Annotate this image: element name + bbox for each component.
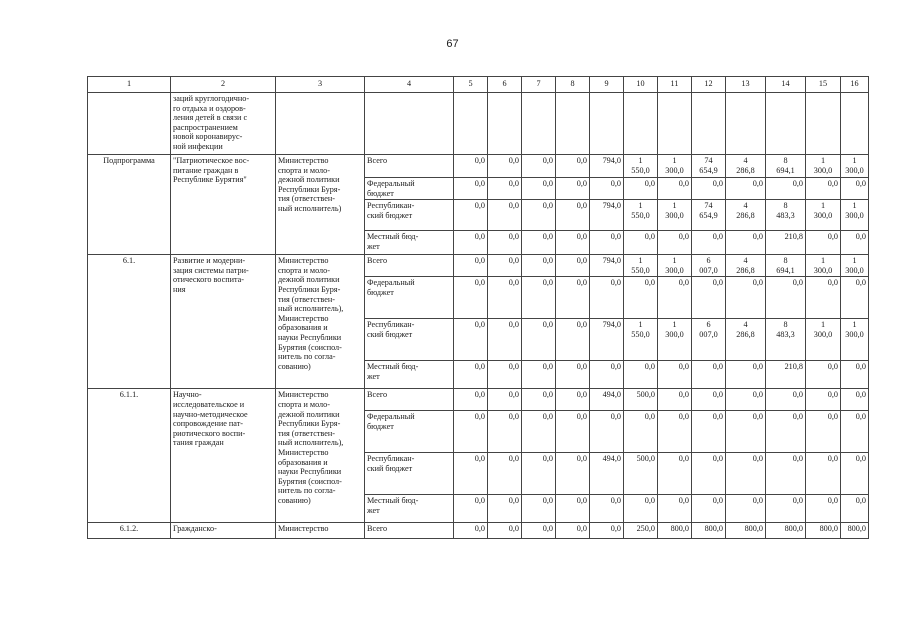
amount-cell: 0,0 <box>726 361 766 389</box>
row-code-cell: 6.1.1. <box>88 389 171 523</box>
amount-cell: 0,0 <box>658 453 692 495</box>
amount-cell: 0,0 <box>726 277 766 319</box>
amount-cell: 0,0 <box>590 178 624 200</box>
amount-cell: 0,0 <box>766 453 806 495</box>
executor-cell: Министерство спорта и моло- дежной политики Республики Буря- тия (ответствен- ный исполнитель), Министерство образования и науки Республики Бурятия (соиспол- нитель по согла- сованию) <box>276 255 365 389</box>
amount-cell: 0,0 <box>766 277 806 319</box>
executor-cell: Министерство спорта и моло- дежной политики Республики Буря- тия (ответствен- ный исполнитель), Министерство образования и науки Республики Бурятия (соиспол- нитель по согла- сованию) <box>276 389 365 523</box>
amount-cell: 0,0 <box>806 453 841 495</box>
amount-cell: 1 300,0 <box>806 200 841 231</box>
column-header-4: 4 <box>365 77 454 93</box>
funding-source-cell: Республикан- ский бюджет <box>365 319 454 361</box>
amount-cell: 0,0 <box>522 178 556 200</box>
amount-cell: 1 550,0 <box>624 200 658 231</box>
amount-cell: 4 286,8 <box>726 255 766 277</box>
amount-cell: 0,0 <box>692 411 726 453</box>
amount-cell: 0,0 <box>556 361 590 389</box>
amount-cell: 500,0 <box>624 453 658 495</box>
amount-cell: 0,0 <box>766 411 806 453</box>
funding-source-cell: Всего <box>365 255 454 277</box>
funding-source-cell: Местный бюд- жет <box>365 361 454 389</box>
executor-cell: Министерство <box>276 523 365 539</box>
amount-cell: 1 300,0 <box>841 200 869 231</box>
amount-cell: 0,0 <box>692 231 726 255</box>
amount-cell: 0,0 <box>806 361 841 389</box>
program-name-cell: Развитие и модерни- зация системы патри- отического воспита- ния <box>171 255 276 389</box>
funding-source-cell: Федеральный бюджет <box>365 277 454 319</box>
amount-cell: 0,0 <box>766 178 806 200</box>
amount-cell: 0,0 <box>522 277 556 319</box>
cont-name-cell: заций круглогодично- го отдыха и оздоров- ления детей в связи с распространением новой коронавирус- ной инфекции <box>171 93 276 155</box>
continuation-row <box>88 93 869 155</box>
amount-cell: 0,0 <box>556 277 590 319</box>
amount-cell: 0,0 <box>556 231 590 255</box>
amount-cell: 1 550,0 <box>624 155 658 178</box>
amount-cell: 8 694,1 <box>766 255 806 277</box>
amount-cell: 0,0 <box>556 178 590 200</box>
amount-cell: 0,0 <box>692 277 726 319</box>
amount-cell: 1 300,0 <box>658 255 692 277</box>
amount-cell: 0,0 <box>624 178 658 200</box>
amount-cell: 0,0 <box>556 155 590 178</box>
row-code-cell: 6.1. <box>88 255 171 389</box>
amount-cell: 0,0 <box>841 495 869 523</box>
amount-cell: 0,0 <box>522 231 556 255</box>
amount-cell: 1 550,0 <box>624 255 658 277</box>
amount-cell: 0,0 <box>454 523 488 539</box>
budget-row <box>88 389 869 411</box>
amount-cell: 1 300,0 <box>658 200 692 231</box>
budget-row <box>88 523 869 539</box>
funding-source-cell: Республикан- ский бюджет <box>365 453 454 495</box>
amount-cell: 4 286,8 <box>726 200 766 231</box>
column-header-8: 8 <box>556 77 590 93</box>
amount-cell: 210,8 <box>766 231 806 255</box>
amount-cell: 0,0 <box>692 389 726 411</box>
column-header-12: 12 <box>692 77 726 93</box>
amount-cell: 0,0 <box>488 178 522 200</box>
column-header-7: 7 <box>522 77 556 93</box>
amount-cell: 0,0 <box>726 178 766 200</box>
amount-cell: 0,0 <box>556 495 590 523</box>
budget-table <box>87 76 869 539</box>
amount-cell: 74 654,9 <box>692 155 726 178</box>
column-header-13: 13 <box>726 77 766 93</box>
amount-cell: 0,0 <box>488 411 522 453</box>
amount-cell: 1 300,0 <box>841 319 869 361</box>
amount-cell: 0,0 <box>488 277 522 319</box>
amount-cell: 0,0 <box>488 255 522 277</box>
funding-source-cell: Всего <box>365 523 454 539</box>
amount-cell: 494,0 <box>590 453 624 495</box>
header-row <box>88 77 869 93</box>
amount-cell: 6 007,0 <box>692 255 726 277</box>
amount-cell: 0,0 <box>841 277 869 319</box>
amount-cell: 0,0 <box>806 231 841 255</box>
amount-cell: 1 300,0 <box>658 319 692 361</box>
amount-cell: 0,0 <box>488 231 522 255</box>
amount-cell: 0,0 <box>522 200 556 231</box>
amount-cell: 794,0 <box>590 319 624 361</box>
amount-cell: 0,0 <box>658 495 692 523</box>
amount-cell: 0,0 <box>624 231 658 255</box>
amount-cell: 0,0 <box>488 200 522 231</box>
amount-cell: 0,0 <box>454 178 488 200</box>
amount-cell: 0,0 <box>726 231 766 255</box>
amount-cell: 210,8 <box>766 361 806 389</box>
amount-cell: 0,0 <box>624 361 658 389</box>
amount-cell: 0,0 <box>590 411 624 453</box>
funding-source-cell: Федеральный бюджет <box>365 178 454 200</box>
amount-cell: 0,0 <box>522 523 556 539</box>
amount-cell: 0,0 <box>488 453 522 495</box>
amount-cell: 8 694,1 <box>766 155 806 178</box>
amount-cell: 800,0 <box>658 523 692 539</box>
row-code-cell: Подпрограмма <box>88 155 171 255</box>
amount-cell: 494,0 <box>590 389 624 411</box>
amount-cell: 0,0 <box>522 361 556 389</box>
amount-cell: 0,0 <box>522 255 556 277</box>
amount-cell: 0,0 <box>454 361 488 389</box>
amount-cell: 0,0 <box>556 411 590 453</box>
amount-cell: 1 300,0 <box>806 255 841 277</box>
amount-cell: 4 286,8 <box>726 155 766 178</box>
amount-cell: 0,0 <box>590 495 624 523</box>
amount-cell: 0,0 <box>806 411 841 453</box>
amount-cell: 794,0 <box>590 155 624 178</box>
amount-cell: 500,0 <box>624 389 658 411</box>
amount-cell: 794,0 <box>590 255 624 277</box>
amount-cell: 1 550,0 <box>624 319 658 361</box>
amount-cell: 0,0 <box>766 389 806 411</box>
budget-row <box>88 155 869 178</box>
amount-cell: 0,0 <box>488 495 522 523</box>
amount-cell: 0,0 <box>658 389 692 411</box>
amount-cell: 0,0 <box>454 231 488 255</box>
amount-cell: 0,0 <box>454 319 488 361</box>
amount-cell: 0,0 <box>556 523 590 539</box>
amount-cell: 0,0 <box>522 389 556 411</box>
column-header-5: 5 <box>454 77 488 93</box>
amount-cell: 0,0 <box>841 453 869 495</box>
amount-cell: 0,0 <box>590 361 624 389</box>
amount-cell: 0,0 <box>766 495 806 523</box>
amount-cell: 0,0 <box>590 231 624 255</box>
amount-cell: 0,0 <box>624 411 658 453</box>
column-header-14: 14 <box>766 77 806 93</box>
amount-cell: 0,0 <box>841 178 869 200</box>
amount-cell: 1 300,0 <box>841 155 869 178</box>
amount-cell: 0,0 <box>556 389 590 411</box>
amount-cell: 0,0 <box>522 495 556 523</box>
funding-source-cell: Местный бюд- жет <box>365 231 454 255</box>
amount-cell: 0,0 <box>726 389 766 411</box>
amount-cell: 0,0 <box>522 411 556 453</box>
amount-cell: 0,0 <box>692 178 726 200</box>
amount-cell: 0,0 <box>556 200 590 231</box>
amount-cell: 0,0 <box>806 389 841 411</box>
amount-cell: 0,0 <box>726 411 766 453</box>
column-header-16: 16 <box>841 77 869 93</box>
amount-cell: 0,0 <box>806 178 841 200</box>
amount-cell: 1 300,0 <box>658 155 692 178</box>
amount-cell: 0,0 <box>488 523 522 539</box>
amount-cell: 0,0 <box>522 155 556 178</box>
amount-cell: 0,0 <box>454 411 488 453</box>
page-number: 67 <box>446 38 459 50</box>
column-header-15: 15 <box>806 77 841 93</box>
amount-cell: 0,0 <box>488 389 522 411</box>
amount-cell: 0,0 <box>658 277 692 319</box>
amount-cell: 0,0 <box>841 361 869 389</box>
amount-cell: 1 300,0 <box>841 255 869 277</box>
amount-cell: 6 007,0 <box>692 319 726 361</box>
amount-cell: 0,0 <box>841 411 869 453</box>
amount-cell: 0,0 <box>488 361 522 389</box>
amount-cell: 0,0 <box>454 495 488 523</box>
funding-source-cell: Местный бюд- жет <box>365 495 454 523</box>
budget-row <box>88 255 869 277</box>
amount-cell: 0,0 <box>658 231 692 255</box>
amount-cell: 0,0 <box>726 495 766 523</box>
amount-cell: 800,0 <box>806 523 841 539</box>
column-header-3: 3 <box>276 77 365 93</box>
amount-cell: 0,0 <box>454 389 488 411</box>
amount-cell: 0,0 <box>692 495 726 523</box>
amount-cell: 1 300,0 <box>806 155 841 178</box>
amount-cell: 0,0 <box>454 200 488 231</box>
amount-cell: 0,0 <box>454 255 488 277</box>
amount-cell: 1 300,0 <box>806 319 841 361</box>
amount-cell: 0,0 <box>556 453 590 495</box>
amount-cell: 0,0 <box>488 155 522 178</box>
amount-cell: 0,0 <box>692 361 726 389</box>
amount-cell: 800,0 <box>766 523 806 539</box>
amount-cell: 0,0 <box>454 453 488 495</box>
amount-cell: 0,0 <box>726 453 766 495</box>
column-header-6: 6 <box>488 77 522 93</box>
column-header-1: 1 <box>88 77 171 93</box>
column-header-11: 11 <box>658 77 692 93</box>
amount-cell: 0,0 <box>522 319 556 361</box>
funding-source-cell: Всего <box>365 155 454 178</box>
column-header-2: 2 <box>171 77 276 93</box>
amount-cell: 4 286,8 <box>726 319 766 361</box>
amount-cell: 0,0 <box>658 178 692 200</box>
amount-cell: 0,0 <box>590 277 624 319</box>
amount-cell: 800,0 <box>692 523 726 539</box>
amount-cell: 8 483,3 <box>766 319 806 361</box>
amount-cell: 0,0 <box>658 411 692 453</box>
amount-cell: 0,0 <box>556 319 590 361</box>
program-name-cell: Гражданско- <box>171 523 276 539</box>
amount-cell: 0,0 <box>454 277 488 319</box>
executor-cell: Министерство спорта и моло- дежной политики Республики Буря- тия (ответствен- ный исполнитель) <box>276 155 365 255</box>
amount-cell: 0,0 <box>454 155 488 178</box>
amount-cell: 0,0 <box>806 277 841 319</box>
amount-cell: 794,0 <box>590 200 624 231</box>
funding-source-cell: Всего <box>365 389 454 411</box>
row-code-cell: 6.1.2. <box>88 523 171 539</box>
amount-cell: 0,0 <box>488 319 522 361</box>
amount-cell: 800,0 <box>841 523 869 539</box>
program-name-cell: Научно- исследовательское и научно-методическое сопровождение пат- риотического воспи- тания граждан <box>171 389 276 523</box>
amount-cell: 0,0 <box>841 231 869 255</box>
amount-cell: 0,0 <box>658 361 692 389</box>
funding-source-cell: Республикан- ский бюджет <box>365 200 454 231</box>
amount-cell: 800,0 <box>726 523 766 539</box>
column-header-10: 10 <box>624 77 658 93</box>
amount-cell: 0,0 <box>590 523 624 539</box>
funding-source-cell: Федеральный бюджет <box>365 411 454 453</box>
amount-cell: 0,0 <box>624 277 658 319</box>
column-header-9: 9 <box>590 77 624 93</box>
amount-cell: 74 654,9 <box>692 200 726 231</box>
amount-cell: 0,0 <box>806 495 841 523</box>
amount-cell: 8 483,3 <box>766 200 806 231</box>
amount-cell: 0,0 <box>522 453 556 495</box>
program-name-cell: "Патриотическое вос- питание граждан в Республике Бурятия" <box>171 155 276 255</box>
amount-cell: 0,0 <box>556 255 590 277</box>
amount-cell: 0,0 <box>841 389 869 411</box>
amount-cell: 0,0 <box>692 453 726 495</box>
amount-cell: 250,0 <box>624 523 658 539</box>
amount-cell: 0,0 <box>624 495 658 523</box>
